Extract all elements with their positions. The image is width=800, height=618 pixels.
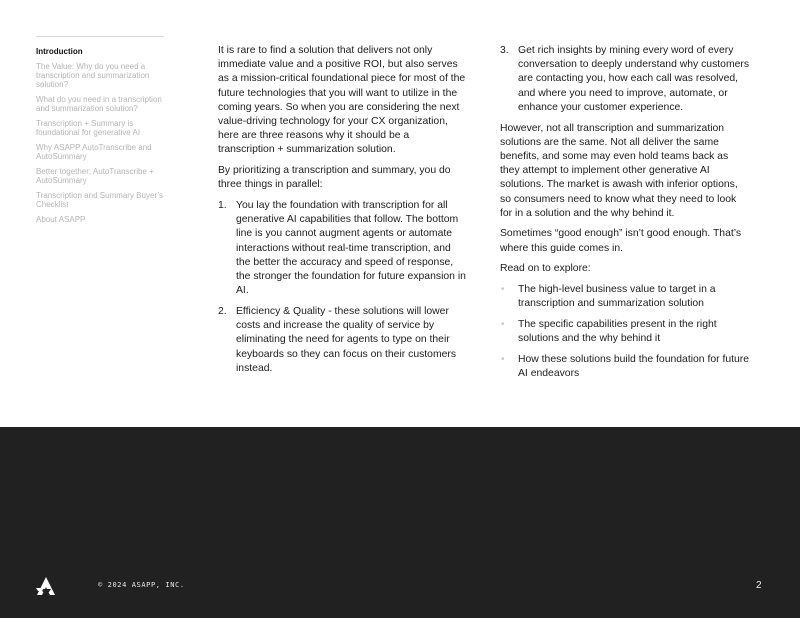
page-number: 2 [756, 580, 762, 591]
list-number: 3. [500, 45, 509, 56]
however-paragraph: However, not all transcription and summarization solutions are the same. Not all deliver the same benefits, and some may even hold teams back as they attempt to implement other generative AI solutions. The market is awash with inferior options, so consumers need to know what they need to look for in a solution and the why behind it. [500, 122, 738, 219]
list-item-text: You lay the foundation with transcription for all generative AI capabilities that follow. The bottom line is you cannot augment agents or automate interactions without real-time transcription, and the better the accuracy and speed of response, the stronger the foundation for future expansion in AI. [236, 200, 466, 297]
bullet-text: How these solutions build the foundation for future AI endeavors [518, 353, 750, 380]
explore-list [500, 283, 750, 381]
bullet-icon: • [501, 353, 505, 365]
reasons-list [218, 199, 466, 376]
bullet-item [500, 283, 750, 311]
toc-item-why-asapp[interactable]: Why ASAPP AutoTranscribe and AutoSummary [36, 143, 152, 161]
bullet-text: The high-level business value to target in a transcription and summarization solution [518, 284, 716, 310]
toc-item-the-value[interactable]: The Value: Why do you need a transcription and summarization solution? [36, 62, 150, 89]
good-enough-paragraph: Sometimes “good enough” isn’t good enough. That’s where this guide comes in. [500, 228, 742, 254]
text-column-right [500, 44, 750, 388]
bullet-text: The specific capabilities present in the right solutions and the why behind it [518, 318, 717, 345]
list-item-text: Efficiency & Quality - these solutions will lower costs and increase the quality of service by eliminating the need for agents to type on their keyboards so they can focus on their customers instead. [236, 305, 457, 374]
toc-item-introduction[interactable]: Introduction [36, 47, 83, 56]
list-item [218, 199, 466, 298]
toc-item-about-asapp[interactable]: About ASAPP [36, 215, 86, 224]
list-number: 1. [218, 200, 227, 212]
text-column-left [218, 44, 466, 382]
asapp-logo-icon [35, 576, 57, 598]
toc-item-foundational-generative-ai[interactable]: Transcription + Summary is foundational for generative AI [36, 119, 141, 137]
copyright-text: © 2024 ASAPP, INC. [98, 581, 185, 589]
intro-paragraph: It is rare to find a solution that delivers not only immediate value and a positive ROI, but also serves as a mission-critical foundational piece for most of the future technologies that you will want to utilize in the coming years. So when you are considering the next value-driving technology for your CX organization, here are three reasons why it should be a transcription + summarization solution. [218, 45, 466, 156]
bullet-item [500, 353, 750, 381]
bullet-icon: • [501, 318, 505, 330]
list-item [218, 305, 466, 376]
toc-item-better-together[interactable]: Better together: AutoTranscribe + AutoSummary [36, 167, 154, 185]
toc-divider [36, 36, 164, 37]
toc-item-buyers-checklist[interactable]: Transcription and Summary Buyer’s Checklist [36, 191, 164, 209]
bullet-icon: • [501, 284, 505, 296]
bullet-item [500, 318, 750, 346]
table-of-contents [36, 36, 164, 230]
read-on-paragraph: Read on to explore: [500, 263, 591, 275]
list-number: 2. [218, 305, 227, 317]
list-item-text: Get rich insights by mining every word of every conversation to deeply understand why customers are contacting you, how each call was resolved, and where you need to improve, automate, or enhance your customer experience. [518, 45, 750, 113]
parallel-paragraph: By prioritizing a transcription and summary, you do three things in parallel: [218, 165, 451, 191]
reasons-list-continued [500, 44, 750, 115]
footer-band [0, 427, 800, 618]
list-item [500, 44, 750, 115]
toc-item-what-do-you-need[interactable]: What do you need in a transcription and summarization solution? [36, 95, 162, 113]
